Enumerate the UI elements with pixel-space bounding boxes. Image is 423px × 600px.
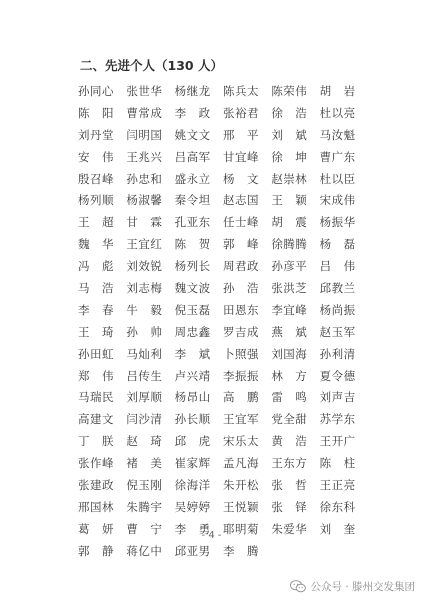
name-entry: 徐腾腾	[271, 237, 308, 252]
name-entry: 郭 峰	[222, 237, 259, 252]
name-entry: 马汝魁	[319, 127, 356, 142]
name-entry: 陈 柱	[319, 456, 356, 471]
name-entry: 邢 平	[222, 127, 259, 142]
name-row	[78, 102, 368, 124]
page-number: - 4 -	[201, 530, 222, 541]
name-entry: 褚 美	[126, 456, 163, 471]
name-entry: 吕传生	[126, 368, 163, 383]
name-entry: 赵玉军	[319, 324, 356, 339]
name-entry: 安 伟	[78, 149, 114, 164]
name-entry: 王 颖	[271, 193, 308, 208]
name-entry: 李 勇	[174, 521, 211, 536]
name-entry: 陈兵太	[222, 83, 259, 98]
name-entry: 徐东科	[319, 499, 356, 514]
name-entry: 李 斌	[174, 346, 211, 361]
name-row	[78, 277, 368, 299]
name-entry: 孙田虹	[78, 346, 114, 361]
name-entry: 林 方	[271, 368, 308, 383]
name-entry: 耶明菊	[222, 521, 259, 536]
name-entry: 李振振	[222, 368, 259, 383]
name-entry: 曹常成	[126, 105, 163, 120]
name-entry: 杨列长	[174, 259, 211, 274]
name-entry: 孔亚东	[174, 215, 211, 230]
name-entry: 罗吉成	[222, 324, 259, 339]
name-entry: 陈 贺	[174, 237, 211, 252]
name-entry: 吴婷婷	[174, 499, 211, 514]
name-entry: 刘国海	[271, 346, 308, 361]
name-entry: 丁 朕	[78, 434, 114, 449]
name-entry: 徐海洋	[174, 477, 211, 492]
name-entry: 曹广东	[319, 149, 356, 164]
name-entry: 孙同心	[78, 83, 114, 98]
name-entry: 王 超	[78, 215, 114, 230]
name-entry: 闫沙清	[126, 412, 163, 427]
name-entry: 吕 伟	[319, 259, 356, 274]
name-row	[78, 386, 368, 408]
name-entry: 郭 静	[78, 543, 114, 558]
name-entry: 吕高军	[174, 149, 211, 164]
name-entry: 田恩东	[222, 302, 259, 317]
name-entry: 陈 阳	[78, 105, 114, 120]
name-row	[78, 233, 368, 255]
name-entry: 殷召峰	[78, 171, 114, 186]
name-entry: 郑 伟	[78, 368, 114, 383]
name-entry: 党全甜	[271, 412, 308, 427]
name-entry: 杜以臣	[319, 171, 356, 186]
name-entry: 甘宜峰	[222, 149, 259, 164]
name-row	[78, 211, 368, 233]
name-entry: 蒋亿中	[126, 543, 163, 558]
name-entry: 苏学东	[319, 412, 356, 427]
name-row	[78, 189, 368, 211]
name-entry: 高 鹏	[222, 390, 259, 405]
name-row	[78, 255, 368, 277]
name-entry: 王宜军	[222, 412, 259, 427]
name-entry: 刘 斌	[271, 127, 308, 142]
name-entry: 黄 浩	[271, 434, 308, 449]
name-entry: 朱腾宇	[126, 499, 163, 514]
name-entry: 杨昂山	[174, 390, 211, 405]
name-entry: 孙忠和	[126, 171, 163, 186]
name-entry: 刘丹堂	[78, 127, 114, 142]
name-entry: 宋乐太	[222, 434, 259, 449]
name-row	[78, 124, 368, 146]
name-entry: 张 铎	[271, 499, 308, 514]
name-row	[78, 343, 368, 365]
name-entry: 杨 磊	[319, 237, 356, 252]
name-entry: 刘效锐	[126, 259, 163, 274]
name-row	[78, 540, 368, 562]
name-entry: 马瑞民	[78, 390, 114, 405]
name-entry: 刘 奎	[319, 521, 356, 536]
name-entry: 朱开松	[222, 477, 259, 492]
name-entry: 邱教兰	[319, 280, 356, 295]
wechat-icon	[290, 580, 306, 593]
section-heading: 二、先进个人（130 人）	[80, 58, 223, 73]
name-entry: 燕 斌	[271, 324, 308, 339]
name-entry: 杨振华	[319, 215, 356, 230]
name-entry: 李 政	[174, 105, 211, 120]
name-entry: 马 浩	[78, 280, 114, 295]
name-entry: 孙 浩	[222, 280, 259, 295]
name-entry: 宋成伟	[319, 193, 356, 208]
name-entry: 高建文	[78, 412, 114, 427]
name-row	[78, 430, 368, 452]
name-entry: 张 哲	[271, 477, 308, 492]
name-entry: 雷 鸣	[271, 390, 308, 405]
name-entry: 邱 虎	[174, 434, 211, 449]
name-row	[78, 80, 368, 102]
name-entry: 秦令坦	[174, 193, 211, 208]
watermark-text: 公众号 · 滕州交发集团	[310, 581, 415, 593]
name-entry: 卜照强	[222, 346, 259, 361]
name-entry: 夏令德	[319, 368, 356, 383]
name-entry: 邢国林	[78, 499, 114, 514]
name-entry: 王 琦	[78, 324, 114, 339]
name-entry: 邱亚男	[174, 543, 211, 558]
name-entry: 朱爱华	[271, 521, 308, 536]
name-entry: 周忠鑫	[174, 324, 211, 339]
name-entry: 王兆兴	[126, 149, 163, 164]
name-entry: 周君政	[222, 259, 259, 274]
name-entry: 张裕君	[222, 105, 259, 120]
name-entry: 倪玉磊	[174, 302, 211, 317]
name-entry: 李 春	[78, 302, 114, 317]
name-entry: 刘声吉	[319, 390, 356, 405]
name-row	[78, 452, 368, 474]
name-entry: 盛永立	[174, 171, 211, 186]
name-row	[78, 408, 368, 430]
name-entry: 陈荣伟	[271, 83, 308, 98]
name-entry: 杨继龙	[174, 83, 211, 98]
name-entry: 张洪芝	[271, 280, 308, 295]
name-entry: 孙利清	[319, 346, 356, 361]
name-entry: 马灿利	[126, 346, 163, 361]
name-entry: 杨淑馨	[126, 193, 163, 208]
name-entry: 张世华	[126, 83, 163, 98]
name-entry: 葛 妍	[78, 521, 114, 536]
name-entry: 崔家辉	[174, 456, 211, 471]
name-entry: 甘 霖	[126, 215, 163, 230]
name-entry: 魏 华	[78, 237, 114, 252]
name-entry: 李宜峰	[271, 302, 308, 317]
name-entry: 杨尚振	[319, 302, 356, 317]
name-row	[78, 321, 368, 343]
name-entry: 王正亮	[319, 477, 356, 492]
name-entry: 孙长顺	[174, 412, 211, 427]
name-entry: 冯 彪	[78, 259, 114, 274]
name-entry: 任士峰	[222, 215, 259, 230]
name-entry: 孟凡海	[222, 456, 259, 471]
name-list	[78, 80, 368, 562]
name-row	[78, 474, 368, 496]
name-entry: 孙 帅	[126, 324, 163, 339]
name-entry: 胡 岩	[319, 83, 356, 98]
name-entry: 张建政	[78, 477, 114, 492]
name-row	[78, 146, 368, 168]
name-entry: 王悦颖	[222, 499, 259, 514]
name-entry: 杜以亮	[319, 105, 356, 120]
name-entry: 王宜红	[126, 237, 163, 252]
name-entry: 赵崇林	[271, 171, 308, 186]
name-row	[78, 496, 368, 518]
name-entry: 赵 琦	[126, 434, 163, 449]
name-entry: 杨列顺	[78, 193, 114, 208]
name-entry: 赵志国	[222, 193, 259, 208]
watermark	[290, 579, 415, 594]
name-entry: 牛 毅	[126, 302, 163, 317]
name-entry: 闫明国	[126, 127, 163, 142]
name-row	[78, 365, 368, 387]
name-entry: 杨 文	[222, 171, 259, 186]
name-entry: 徐 浩	[271, 105, 308, 120]
name-entry: 曹 宁	[126, 521, 163, 536]
name-entry: 魏文波	[174, 280, 211, 295]
name-entry: 胡 震	[271, 215, 308, 230]
name-entry: 刘志梅	[126, 280, 163, 295]
name-row	[78, 168, 368, 190]
name-entry: 刘厚顺	[126, 390, 163, 405]
name-entry: 张作峰	[78, 456, 114, 471]
name-entry: 王开广	[319, 434, 356, 449]
name-row	[78, 299, 368, 321]
name-entry: 卢兴靖	[174, 368, 211, 383]
name-entry: 李 腾	[222, 543, 259, 558]
name-entry: 孙彦平	[271, 259, 308, 274]
name-entry: 倪玉刚	[126, 477, 163, 492]
name-entry: 姚文文	[174, 127, 211, 142]
name-entry: 王东方	[271, 456, 308, 471]
name-entry: 徐 坤	[271, 149, 308, 164]
